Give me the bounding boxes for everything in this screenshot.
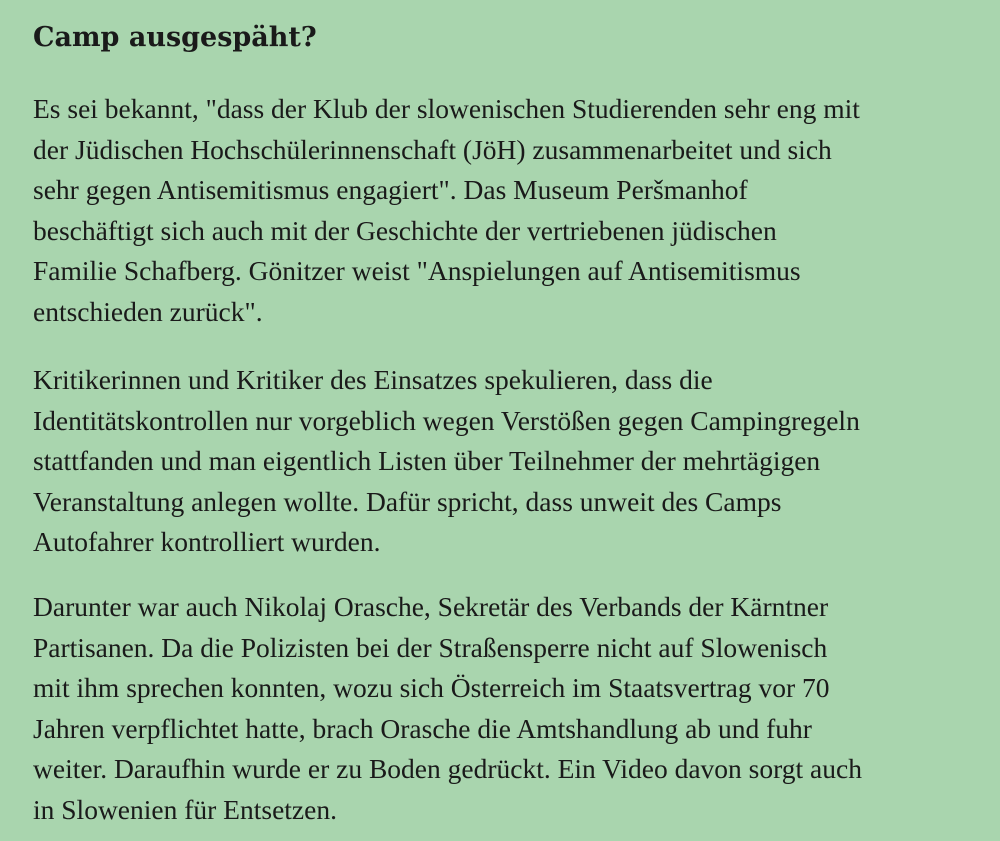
paragraph-line: stattfanden und man eigentlich Listen über Teilnehmer der mehrtägigen <box>33 445 821 476</box>
paragraph-antisemitism <box>33 89 860 332</box>
paragraph-line: sehr gegen Antisemitismus engagiert". Das Museum Peršmanhof <box>33 174 748 205</box>
paragraph-line: entschieden zurück". <box>33 295 263 327</box>
paragraph-line: in Slowenien für Entsetzen. <box>33 793 337 825</box>
paragraph-line: mit ihm sprechen konnten, wozu sich Österreich im Staatsvertrag vor 70 <box>33 672 830 703</box>
paragraph-line: Es sei bekannt, "dass der Klub der slowenischen Studierenden sehr eng mit <box>33 93 860 124</box>
paragraph-line: Partisanen. Da die Polizisten bei der Straßensperre nicht auf Slowenisch <box>33 631 828 663</box>
paragraph-line: Veranstaltung anlegen wollte. Dafür spricht, dass unweit des Camps <box>33 485 782 517</box>
paragraph-line: beschäftigt sich auch mit der Geschichte der vertriebenen jüdischen <box>33 214 777 246</box>
paragraph-line: weiter. Daraufhin wurde er zu Boden gedrückt. Ein Video davon sorgt auch <box>33 753 862 784</box>
paragraph-line: Identitätskontrollen nur vorgeblich wegen Verstößen gegen Campingregeln <box>33 404 860 436</box>
paragraph-line: Autofahrer kontrolliert wurden. <box>33 526 381 557</box>
paragraph-line: Familie Schafberg. Gönitzer weist "Anspielungen auf Antisemitismus <box>33 255 801 286</box>
section-heading: Camp ausgespäht? <box>33 22 317 53</box>
paragraph-critics <box>33 360 860 563</box>
paragraph-line: der Jüdischen Hochschülerinnenschaft (JöH) zusammenarbeitet und sich <box>33 133 832 165</box>
paragraph-orasche <box>33 587 862 830</box>
paragraph-line: Kritikerinnen und Kritiker des Einsatzes spekulieren, dass die <box>33 364 713 395</box>
paragraph-line: Darunter war auch Nikolaj Orasche, Sekretär des Verbands der Kärntner <box>33 591 829 622</box>
paragraph-line: Jahren verpflichtet hatte, brach Orasche die Amtshandlung ab und fuhr <box>33 712 812 744</box>
